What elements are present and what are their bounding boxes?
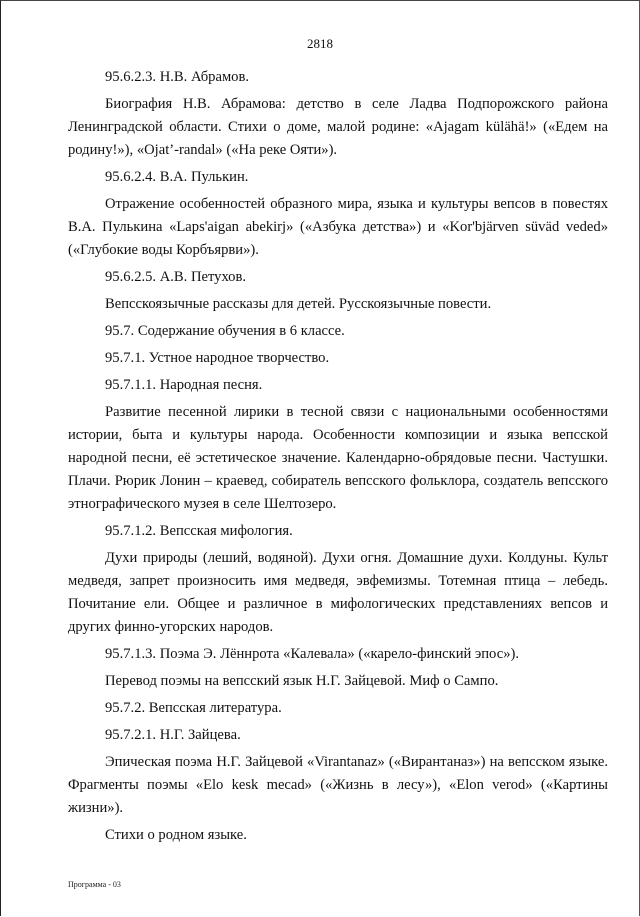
- section-heading-veps-literature: 95.7.2. Вепсская литература.: [105, 700, 282, 716]
- paragraph-kalevala: Перевод поэмы на вепсский язык Н.Г. Зайцевой. Миф о Сампо.: [105, 673, 499, 689]
- page-number: 2818: [307, 36, 333, 51]
- paragraph-zaitseva-poem: Эпическая поэма Н.Г. Зайцевой «Virantanaz» («Вирантаназ») на вепсском языке. Фрагменты поэмы «Elo kesk mecad» («Жизнь в лесу»), «Elon verod» («Картины жизни»).: [68, 754, 608, 816]
- document-body: [68, 66, 608, 851]
- paragraph-abramov-biography: Биография Н.В. Абрамова: детство в селе Ладва Подпорожского района Ленинградской области. Стихи о доме, малой родине: «Ajagam külähä!» («Едем на родину!»), «Ojat’-randal» («На реке Ояти»).: [68, 96, 608, 158]
- paragraph-pulkin-stories: Отражение особенностей образного мира, языка и культуры вепсов в повестях В.А. Пулькина «Laps'aigan abekirj» («Азбука детства») и «Kor'bjärven süväd veded» («Глубокие воды Корбъярви»).: [68, 196, 608, 258]
- section-heading-mythology: 95.7.1.2. Вепсская мифология.: [105, 523, 293, 539]
- section-heading-grade6-content: 95.7. Содержание обучения в 6 классе.: [105, 323, 345, 339]
- footer-program-label: Программа - 03: [68, 880, 121, 889]
- section-heading-abramov: 95.6.2.3. Н.В. Абрамов.: [105, 69, 250, 85]
- section-heading-kalevala: 95.7.1.3. Поэма Э. Лённрота «Калевала» («карело-финский эпос»).: [105, 646, 520, 662]
- section-heading-petukhov: 95.6.2.5. А.В. Петухов.: [105, 269, 247, 285]
- section-heading-folklore: 95.7.1. Устное народное творчество.: [105, 350, 330, 366]
- paragraph-folk-song: Развитие песенной лирики в тесной связи с национальными особенностями истории, быта и культуры народа. Особенности композиции и языка вепсской народной песни, её эстетическое значение. Календарно-обрядовые песни. Частушки. Плачи. Рюрик Лонин – краевед, собиратель вепсского фольклора, создатель вепсского этнографического музея в селе Шелтозеро.: [68, 404, 608, 512]
- paragraph-native-language-poems: Стихи о родном языке.: [105, 827, 247, 843]
- section-heading-folk-song: 95.7.1.1. Народная песня.: [105, 377, 263, 393]
- section-heading-zaitseva: 95.7.2.1. Н.Г. Зайцева.: [105, 727, 241, 743]
- section-heading-pulkin: 95.6.2.4. В.А. Пулькин.: [105, 169, 249, 185]
- paragraph-petukhov-stories: Вепсскоязычные рассказы для детей. Русскоязычные повести.: [105, 296, 492, 312]
- paragraph-mythology: Духи природы (леший, водяной). Духи огня. Домашние духи. Колдуны. Культ медведя, запрет произносить имя медведя, эвфемизмы. Тотемная птица – лебедь. Почитание ели. Общее и различное в мифологических представлениях вепсов и других финно-угорских народов.: [68, 550, 608, 635]
